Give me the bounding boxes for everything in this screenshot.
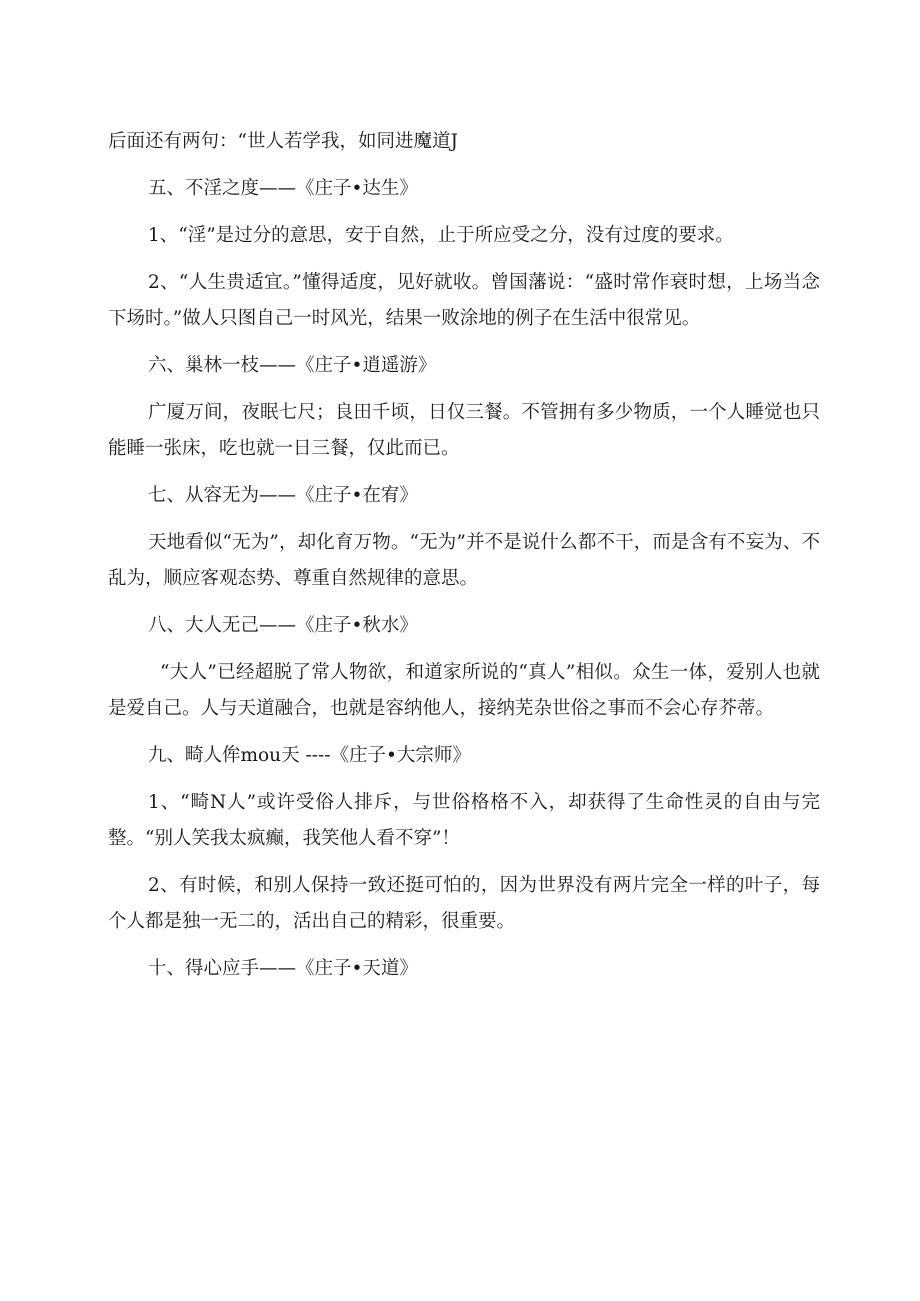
- section-heading-6: 六、巢林一枝——《庄子•逍遥游》: [148, 355, 437, 376]
- document-body: [108, 124, 820, 998]
- paragraph: 2、“人生贵适宜。”懂得适度，见好就收。曾国藩说：“盛时常作衰时想，上场当念下场时。”做人只图自己一时风光，结果一败涂地的例子在生活中很常见。: [108, 272, 820, 329]
- section-heading-10: 十、得心应手——《庄子•天道》: [148, 958, 418, 979]
- paragraph: 1、“畸N人”或许受俗人排斥，与世俗格格不入，却获得了生命性灵的自由与完整。“别人笑我太疯癫，我笑他人看不穿”！: [108, 792, 820, 849]
- paragraph: 广厦万间，夜眠七尺；良田千顷，日仅三餐。不管拥有多少物质，一个人睡觉也只能睡一张床，吃也就一日三餐，仅此而已。: [108, 402, 820, 459]
- section-heading-7: 七、从容无为——《庄子•在宥》: [148, 485, 418, 506]
- section-heading-5: 五、不淫之度——《庄子•达生》: [148, 178, 418, 199]
- section-heading-9: 九、畸人侔mou天 ----《庄子•大宗师》: [148, 745, 471, 766]
- paragraph: “大人”已经超脱了常人物欲，和道家所说的“真人”相似。众生一体，爱别人也就是爱自己。人与天道融合，也就是容纳他人，接纳芜杂世俗之事而不会心存芥蒂。: [108, 662, 820, 719]
- section-heading-8: 八、大人无己——《庄子•秋水》: [148, 615, 418, 636]
- paragraph: 天地看似“无为”，却化育万物。“无为”并不是说什么都不干，而是含有不妄为、不乱为，顺应客观态势、尊重自然规律的意思。: [108, 532, 820, 589]
- paragraph-continuation: 后面还有两句：“世人若学我，如同进魔道J: [108, 131, 458, 152]
- paragraph: 1、“淫”是过分的意思，安于自然，止于所应受之分，没有过度的要求。: [148, 225, 734, 246]
- paragraph: 2、有时候，和别人保持一致还挺可怕的，因为世界没有两片完全一样的叶子，每个人都是独一无二的，活出自己的精彩，很重要。: [108, 875, 820, 932]
